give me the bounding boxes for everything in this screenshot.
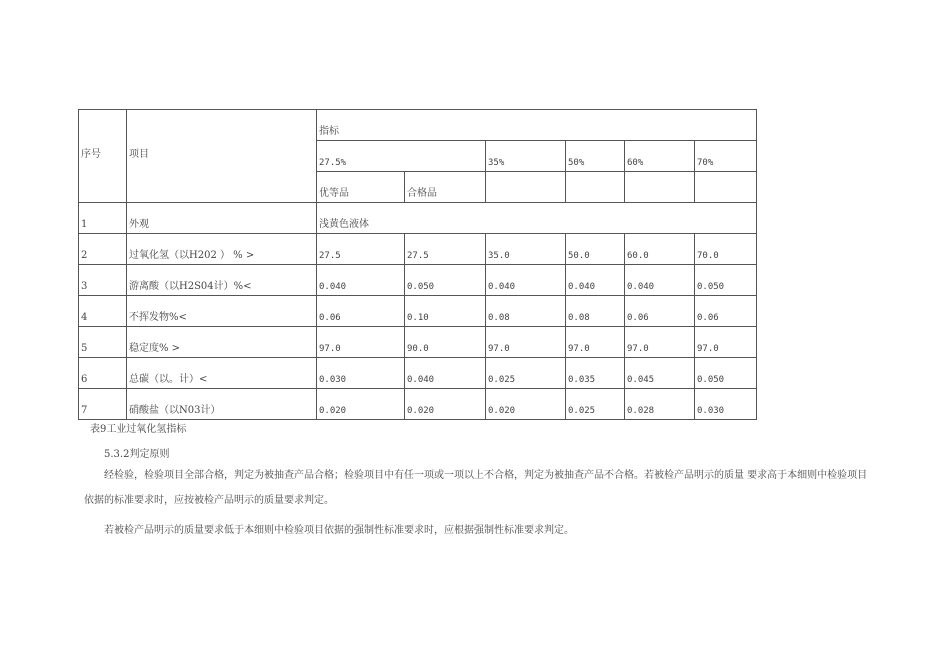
row-value-span: 浅黄色液体 (317, 203, 757, 234)
paragraph-1: 经检验，检验项目全部合格，判定为被抽查产品合格；检验项目中有任一项或一项以上不合格，判定为被抽查产品不合格。若被检产品明示的质量 要求高于本细则中检验项目依据的标准要求时，应按被检产品明示的质量要求判定。 (84, 470, 868, 506)
row-value: 0.030 (317, 358, 405, 389)
row-no: 2 (79, 234, 127, 265)
row-value: 90.0 (405, 327, 486, 358)
spec-table (78, 109, 757, 420)
row-value: 0.06 (695, 296, 757, 327)
header-grade-premium: 优等品 (317, 172, 405, 203)
row-value: 0.050 (695, 265, 757, 296)
row-value: 97.0 (486, 327, 566, 358)
row-value: 27.5 (405, 234, 486, 265)
row-value: 50.0 (566, 234, 625, 265)
row-value: 0.040 (317, 265, 405, 296)
header-empty (486, 172, 566, 203)
header-grade-qualified: 合格品 (405, 172, 486, 203)
row-value: 0.040 (566, 265, 625, 296)
header-conc-35: 35% (486, 141, 566, 172)
row-value: 0.030 (695, 389, 757, 420)
header-conc-27: 27.5% (317, 141, 486, 172)
row-value: 27.5 (317, 234, 405, 265)
row-value: 0.020 (486, 389, 566, 420)
row-item: 游离酸（以H2S04计）%< (127, 265, 317, 296)
table-row (79, 327, 757, 358)
row-item: 过氧化氢（以H202 ） % > (127, 234, 317, 265)
table-row (79, 234, 757, 265)
row-value: 0.050 (405, 265, 486, 296)
header-item: 项目 (127, 110, 317, 203)
row-value: 0.025 (566, 389, 625, 420)
row-item: 不挥发物%< (127, 296, 317, 327)
row-value: 97.0 (625, 327, 695, 358)
row-value: 70.0 (695, 234, 757, 265)
header-conc-60: 60% (625, 141, 695, 172)
header-conc-50: 50% (566, 141, 625, 172)
row-no: 3 (79, 265, 127, 296)
header-no: 序号 (79, 110, 127, 203)
table-row (79, 265, 757, 296)
header-empty (695, 172, 757, 203)
row-value: 0.040 (486, 265, 566, 296)
row-item: 总碳（以。计）< (127, 358, 317, 389)
table-row (79, 203, 757, 234)
row-no: 4 (79, 296, 127, 327)
row-value: 0.035 (566, 358, 625, 389)
paragraph-2: 若被检产品明示的质量要求低于本细则中检验项目依据的强制性标准要求时，应根据强制性标准要求判定。 (104, 525, 574, 536)
table-row (79, 296, 757, 327)
row-value: 0.08 (486, 296, 566, 327)
header-empty (625, 172, 695, 203)
row-no: 1 (79, 203, 127, 234)
section-heading: 5.3.2判定原则 (104, 449, 170, 460)
row-value: 0.06 (317, 296, 405, 327)
row-value: 0.020 (405, 389, 486, 420)
row-value: 97.0 (317, 327, 405, 358)
row-no: 6 (79, 358, 127, 389)
row-value: 0.10 (405, 296, 486, 327)
header-empty (566, 172, 625, 203)
table-row (79, 389, 757, 420)
row-value: 0.050 (695, 358, 757, 389)
header-index: 指标 (317, 110, 757, 141)
header-conc-70: 70% (695, 141, 757, 172)
row-value: 0.028 (625, 389, 695, 420)
row-value: 60.0 (625, 234, 695, 265)
row-item: 外观 (127, 203, 317, 234)
row-value: 97.0 (695, 327, 757, 358)
row-item: 稳定度% > (127, 327, 317, 358)
row-value: 0.045 (625, 358, 695, 389)
row-value: 0.06 (625, 296, 695, 327)
row-no: 5 (79, 327, 127, 358)
row-item: 硝酸盐（以N03计） (127, 389, 317, 420)
table-caption: 表9工业过氧化氢指标 (90, 424, 187, 435)
row-value: 35.0 (486, 234, 566, 265)
table-row (79, 358, 757, 389)
row-value: 0.08 (566, 296, 625, 327)
row-value: 97.0 (566, 327, 625, 358)
row-value: 0.020 (317, 389, 405, 420)
row-no: 7 (79, 389, 127, 420)
row-value: 0.025 (486, 358, 566, 389)
row-value: 0.040 (625, 265, 695, 296)
row-value: 0.040 (405, 358, 486, 389)
